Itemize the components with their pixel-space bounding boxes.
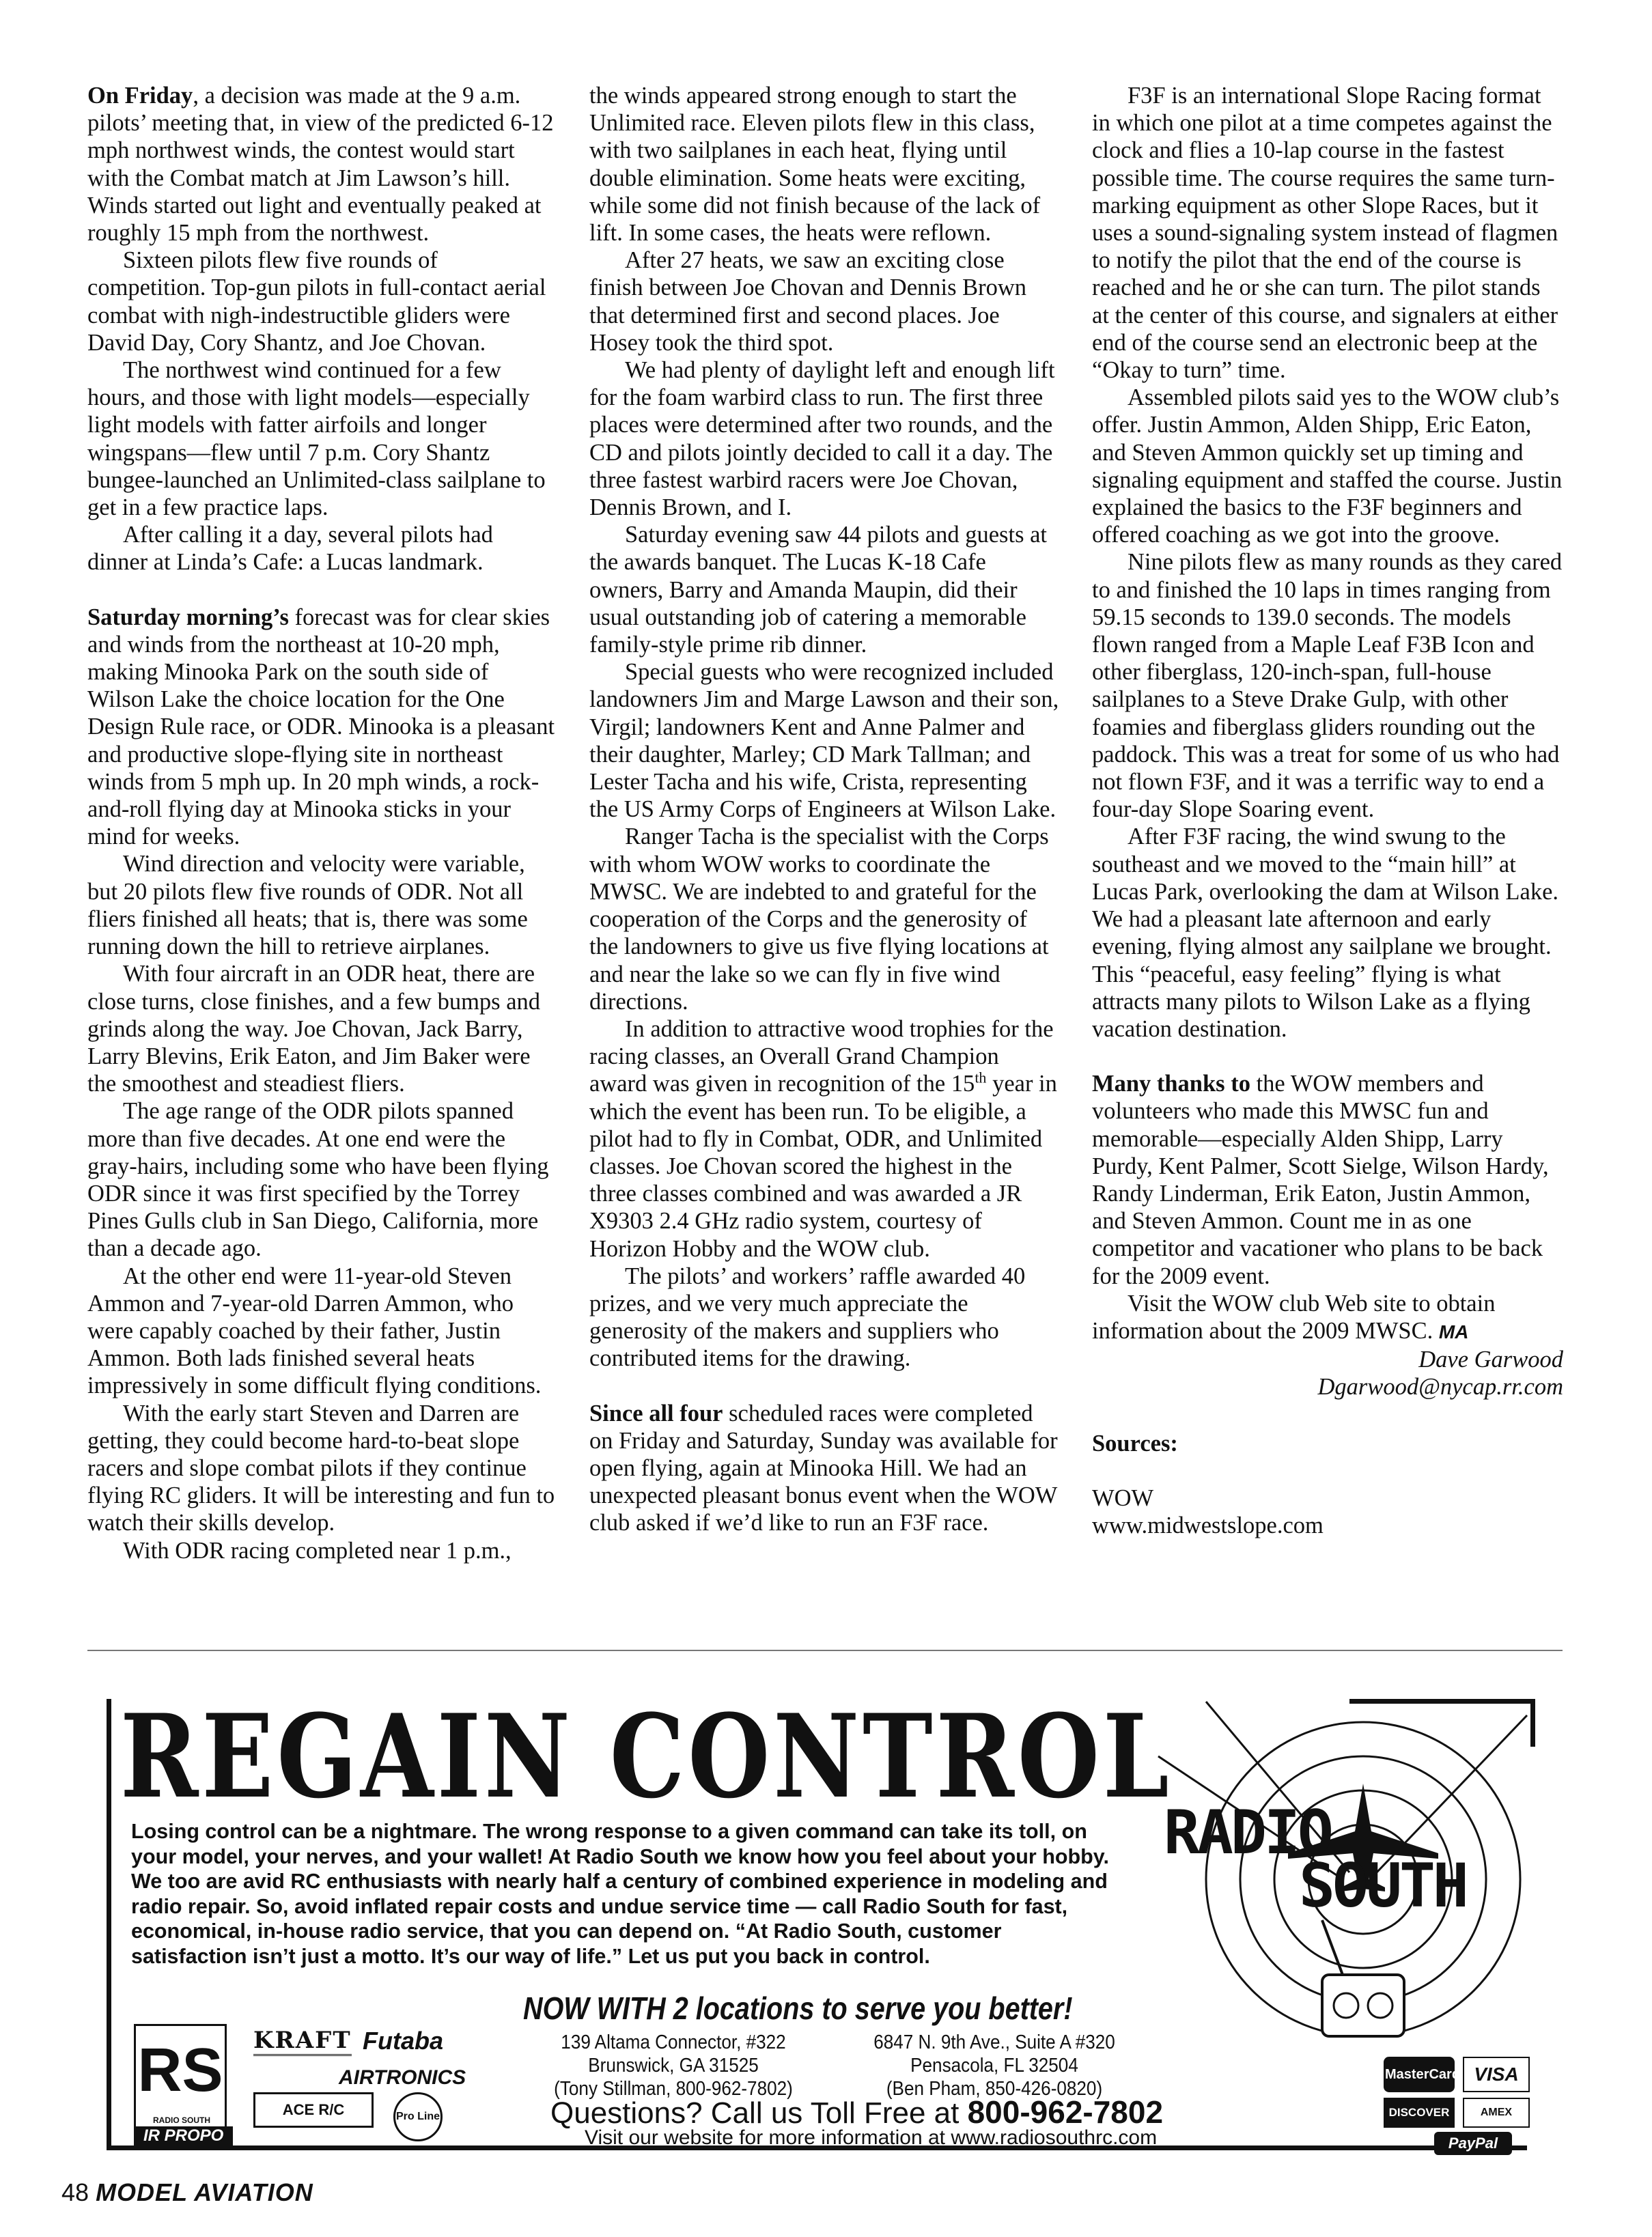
paragraph-text: Visit the WOW club Web site to obtain information about the 2009 MWSC. — [1092, 1290, 1496, 1344]
website-line[interactable]: Visit our website for more information at www.radiosouthrc.com — [585, 2126, 1158, 2149]
paragraph: The age range of the ODR pilots spanned more than five decades. At one end were the gray-hairs, including some who have been flying ODR since it was first specified by the Torrey Pines Gulls club in San Diego, California, more than a decade ago. — [87, 1098, 549, 1262]
call-to-action — [550, 2094, 1163, 2130]
run-in-head: On Friday — [87, 83, 193, 109]
paragraph: Special guests who were recognized included landowners Jim and Marge Lawson and their son, Virgil; landowners Kent and Anne Palmer and their daughter, Marley; CD Mark Tallman; and Lester Tacha and his wife, Crista, representing the US Army Corps of Engineers at Wilson Lake. — [589, 659, 1059, 823]
article-column-3 — [1092, 82, 1563, 1539]
ad-headline: REGAIN CONTROL — [120, 1689, 1173, 1824]
radio-logo-text: RADIO — [1164, 1797, 1331, 1868]
ad-subheadline: NOW WITH 2 locations to serve you better! — [523, 1990, 1073, 2026]
run-in-head: Since all four — [589, 1400, 723, 1426]
run-in-head: Many thanks to — [1092, 1071, 1250, 1097]
author-email: Dgarwood@nycap.rr.com — [1317, 1374, 1563, 1401]
pro-line-logo: Pro Line — [393, 2092, 443, 2141]
source-item[interactable]: www.midwestslope.com — [1092, 1512, 1324, 1538]
source-item: WOW — [1092, 1485, 1154, 1511]
address-line: Brunswick, GA 31525 — [588, 2055, 759, 2077]
paragraph: Saturday evening saw 44 pilots and guests at the awards banquet. The Lucas K-18 Cafe owners, Barry and Amanda Maupin, did their usual outstanding job of catering a memorable family-style prime rib dinner. — [589, 522, 1048, 658]
rs-logo: RS — [134, 2024, 227, 2130]
discover-icon: DISCOVER — [1384, 2098, 1455, 2128]
paragraph: After F3F racing, the wind swung to the southeast and we moved to the “main hill” at Lucas Park, overlooking the dam at Wilson Lake. We had a pleasant late afternoon and early evening, flying almost any sailplane we brought. This “peaceful, easy feeling” flying is what attracts many pilots to Wilson Lake as a flying vacation destination. — [1092, 824, 1559, 1042]
paragraph-text: year in which the event has been run. To be eligible, a pilot had to fly in Combat, ODR, and Unlimited classes. Joe Chovan scored the highest in the three classes combined and was awarded a JR X9303 2.4 GHz radio system, courtesy of Horizon Hobby and the WOW club. — [589, 1071, 1057, 1262]
paragraph: F3F is an international Slope Racing format in which one pilot at a time competes against the clock and flies a 10-lap course in the fastest possible time. The course requires the same turn-marking equipment as other Slope Races, but it uses a sound-signaling system instead of flagmen to notify the pilot that the end of the course is reached and he or she can turn. The pilot stands at the center of this course, and signalers at either end of the course send an electronic beep at the “Okay to turn” time. — [1092, 83, 1558, 384]
paypal-icon: PayPal — [1434, 2132, 1512, 2155]
location-pensacola — [847, 2031, 1142, 2100]
paragraph: With four aircraft in an ODR heat, there are close turns, close finishes, and a few bumps and grinds along the way. Joe Chovan, Jack Barry, Larry Blevins, Erik Eaton, and Jim Baker were the smoothest and steadiest fliers. — [87, 961, 541, 1097]
address-contact: (Ben Pham, 850-426-0820) — [886, 2078, 1103, 2100]
paragraph — [87, 82, 559, 247]
article-column-2 — [589, 82, 1061, 1537]
article-column-1 — [87, 82, 559, 1564]
south-logo-text: SOUTH — [1299, 1851, 1466, 1921]
paragraph: Wind direction and velocity were variable, but 20 pilots flew five rounds of ODR. Not all fliers finished all heats; that is, there was some running down the hill to retrieve airplanes. — [87, 851, 528, 960]
brand-logos — [134, 2024, 516, 2145]
paragraph-text: In addition to attractive wood trophies for the racing classes, an Overall Grand Champion award was given in recognition of the 15 — [589, 1015, 1054, 1097]
page-number: 48 — [61, 2178, 89, 2206]
paragraph-text: forecast was for clear skies and winds from the northeast at 10-20 mph, making Minooka Park on the south side of Wilson Lake the choice location for the One Design Rule race, or ODR. Minooka is a pleasant and productive slope-flying site in northeast winds from 5 mph up. In 20 mph winds, a rock-and-roll flying day at Minooka sticks in your mind for weeks. — [87, 604, 555, 850]
superscript: th — [975, 1069, 987, 1086]
address-line: Pensacola, FL 32504 — [910, 2055, 1078, 2077]
paragraph: With ODR racing completed near 1 p.m., — [123, 1537, 512, 1564]
paragraph: After calling it a day, several pilots had dinner at Linda’s Cafe: a Lucas landmark. — [87, 522, 493, 576]
ad-brand-name: Radio South — [863, 1894, 985, 1918]
address-line: 6847 N. 9th Ave., Suite A #320 — [873, 2031, 1115, 2053]
paragraph: Sixteen pilots flew five rounds of competition. Top-gun pilots in full-contact aerial combat with nigh-indestructible gliders were David Day, Cory Shantz, and Joe Chovan. — [87, 247, 546, 356]
paragraph: Ranger Tacha is the specialist with the Corps with whom WOW works to coordinate the MWSC. We are indebted to and grateful for the cooperation of the Corps and the generosity of the landowners to give us five flying locations at and near the lake so we can fly in five wind directions. — [589, 824, 1049, 1015]
rs-logo-caption: RADIO SOUTH — [153, 2115, 210, 2125]
paragraph: Assembled pilots said yes to the WOW club’s offer. Justin Ammon, Alden Shipp, Eric Eaton, and Steven Ammon quickly set up timing and signaling equipment and staffed the course. Justin explained the basics to the F3F beginners and offered coaching as we got into the groove. — [1092, 384, 1563, 548]
paragraph — [1092, 1070, 1563, 1290]
paragraph: The pilots’ and workers’ raffle awarded 40 prizes, and we very much appreciate the generosity of the makers and suppliers who contributed items for the drawing. — [589, 1263, 1026, 1372]
ir-propo-logo: IR PROPO — [134, 2126, 233, 2145]
futaba-logo: Futaba — [363, 2027, 444, 2055]
address-contact: (Tony Stillman, 800-962-7802) — [554, 2078, 793, 2100]
paragraph: the winds appeared strong enough to start the Unlimited race. Eleven pilots flew in this class, with two sailplanes in each heat, flying until double elimination. Some heats were exciting, while some did not finish because of the lack of lift. In some cases, the heats were reflown. — [589, 83, 1041, 247]
ace-rc-logo: ACE R/C — [253, 2092, 374, 2128]
radio-south-advertisement — [107, 1674, 1560, 2156]
paragraph — [589, 1400, 1061, 1537]
paragraph-text: , a decision was made at the 9 a.m. pilots’ meeting that, in view of the predicted 6-12 mph northwest winds, the contest would start with the Combat match at Jim Lawson’s hill. Winds started out light and eventually peaked at roughly 15 mph from the northwest. — [87, 83, 554, 247]
run-in-head: Saturday morning’s — [87, 604, 289, 630]
visa-icon: VISA — [1463, 2057, 1530, 2092]
paragraph: With the early start Steven and Darren are getting, they could become hard-to-beat slope racers and slope combat pilots if they continue flying RC gliders. It will be interesting and fun to watch their skills develop. — [87, 1400, 555, 1536]
paragraph-text: scheduled races were completed on Friday and Saturday, Sunday was available for open flying, again at Minooka Hill. We had an unexpected pleasant bonus event when the WOW club asked if we’d like to run an F3F race. — [589, 1400, 1058, 1536]
paragraph: Nine pilots flew as many rounds as they cared to and finished the 10 laps in times ranging from 59.15 seconds to 139.0 seconds. The models flown ranged from a Maple Leaf F3B Icon and other fiberglass, 120-inch-span, full-house sailplanes to a Steve Drake Gulp, with other foamies and fiberglass gliders rounding out the paddock. This was a treat for some of us who had not flown F3F, and it was a terrific way to end a four-day Slope Soaring event. — [1092, 549, 1563, 823]
magazine-name: MODEL AVIATION — [96, 2178, 313, 2206]
ad-body — [131, 1819, 1115, 1969]
ad-border — [107, 1699, 111, 2150]
paragraph: The northwest wind continued for a few hours, and those with light models—especially light models with fatter airfoils and longer wingspans—flew until 7 p.m. Cory Shantz bungee-launched an Unlimited-class sailplane to get in a few practice laps. — [87, 357, 546, 521]
location-brunswick — [544, 2031, 802, 2100]
paragraph — [589, 1015, 1061, 1263]
page-footer — [61, 2178, 313, 2207]
kraft-logo: KRAFT — [253, 2027, 352, 2056]
airtronics-logo: AIRTRONICS — [339, 2066, 466, 2089]
ad-body-text: Losing control can be a nightmare. The wrong response to a given command can take its toll, on your model, your nerves, and your wallet! At Radio South we know how you feel about your hobby. We too are avid RC enthusiasts with nearly half a century of combined experience in modeling and radio repair. So, avoid inflated repair costs and undue service time — call — [131, 1820, 1109, 1918]
phone-number[interactable]: 800-962-7802 — [967, 2094, 1164, 2130]
address-line: 139 Altama Connector, #322 — [561, 2031, 786, 2053]
mastercard-icon: MasterCard — [1384, 2057, 1455, 2092]
sources-heading: Sources: — [1092, 1430, 1178, 1457]
end-mark: MA — [1438, 1321, 1469, 1342]
ad-body-text: for fast, economical, in-house radio service, that you can depend on. “At Radio South, customer satisfaction isn’t just a motto. It’s our way of life.” Let us put you back in control. — [131, 1894, 1068, 1968]
call-to-action-text: Questions? Call us Toll Free at — [550, 2096, 968, 2130]
paragraph: At the other end were 11-year-old Steven Ammon and 7-year-old Darren Ammon, who were capably coached by their father, Justin Ammon. Both lads finished several heats impressively in some difficult flying conditions. — [87, 1263, 542, 1399]
paragraph: We had plenty of daylight left and enough lift for the foam warbird class to run. The first three places were determined after two rounds, and the CD and pilots jointly decided to call it a day. The three fastest warbird racers were Joe Chovan, Dennis Brown, and I. — [589, 357, 1055, 521]
paragraph-text: the WOW members and volunteers who made this MWSC fun and memorable—especially Alden Shipp, Larry Purdy, Kent Palmer, Scott Sielge, Wilson Hardy, Randy Linderman, Erik Eaton, Justin Ammon, and Steven Ammon. Count me in as one competitor and vacationer who plans to be back for the 2009 event. — [1092, 1071, 1549, 1289]
author-name: Dave Garwood — [1418, 1347, 1563, 1373]
paragraph: After 27 heats, we saw an exciting close finish between Joe Chovan and Dennis Brown that determined first and second places. Joe Hosey took the third spot. — [589, 247, 1027, 356]
paragraph — [87, 604, 559, 851]
section-divider — [87, 1650, 1563, 1651]
transmitter-icon — [1322, 1920, 1404, 2036]
amex-icon: AMEX — [1463, 2098, 1530, 2128]
paragraph — [1092, 1290, 1563, 1346]
